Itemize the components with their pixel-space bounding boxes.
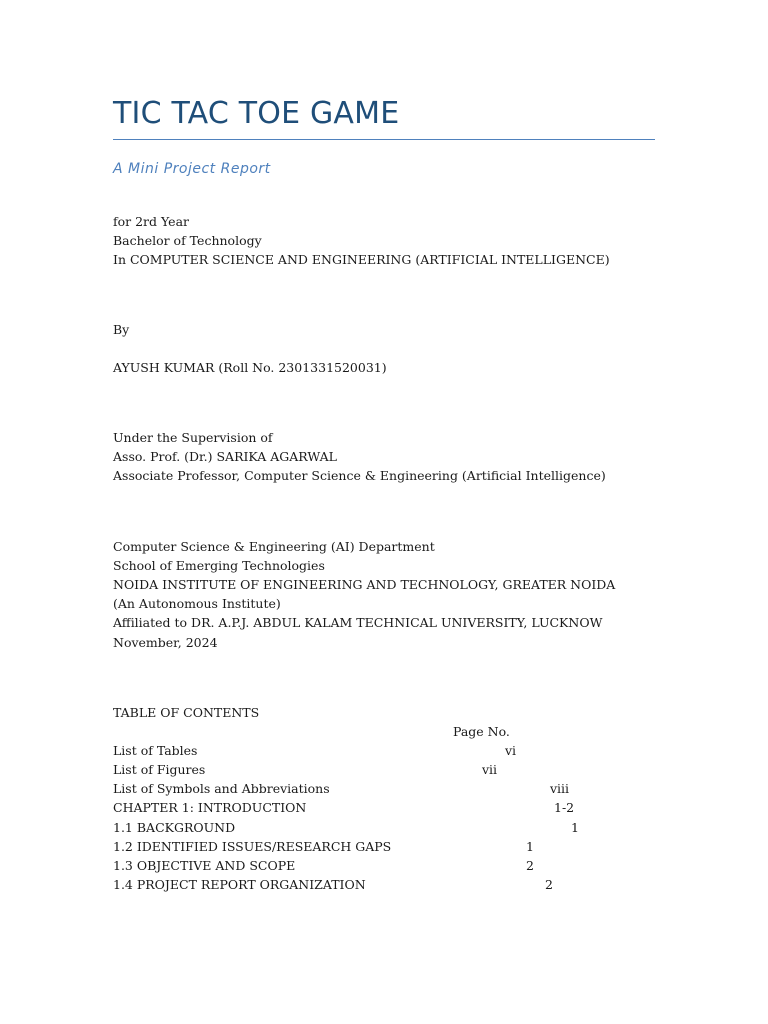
toc-entry-label: List of Tables <box>113 743 198 758</box>
toc-entry-page: 1 <box>571 820 579 835</box>
intro-year: for 2rd Year <box>113 214 189 229</box>
toc-entry-label: 1.3 OBJECTIVE AND SCOPE <box>113 858 296 873</box>
school-name: School of Emerging Technologies <box>113 558 325 573</box>
toc-entry-page: viii <box>550 781 570 796</box>
intro-branch: In COMPUTER SCIENCE AND ENGINEERING (ARTIFICIAL INTELLIGENCE) <box>113 252 610 267</box>
toc-entry-label: 1.2 IDENTIFIED ISSUES/RESEARCH GAPS <box>113 839 392 854</box>
title-underline <box>113 139 655 140</box>
document-subtitle: A Mini Project Report <box>113 161 271 177</box>
toc-heading: TABLE OF CONTENTS <box>113 705 260 720</box>
supervision-label: Under the Supervision of <box>113 430 273 445</box>
toc-entry-page: 1-2 <box>554 800 575 815</box>
toc-entry-label: List of Figures <box>113 762 206 777</box>
intro-degree: Bachelor of Technology <box>113 233 262 248</box>
toc-entry-page: 1 <box>526 839 534 854</box>
institute-status: (An Autonomous Institute) <box>113 596 281 611</box>
institute-name: NOIDA INSTITUTE OF ENGINEERING AND TECHNOLOGY, GREATER NOIDA <box>113 577 616 592</box>
toc-entry-label: 1.1 BACKGROUND <box>113 820 236 835</box>
toc-entry-label: 1.4 PROJECT REPORT ORGANIZATION <box>113 877 366 892</box>
report-date: November, 2024 <box>113 635 218 650</box>
toc-page-no-header: Page No. <box>453 724 510 739</box>
university-affiliation: Affiliated to DR. A.P.J. ABDUL KALAM TECHNICAL UNIVERSITY, LUCKNOW <box>113 615 603 630</box>
toc-entry-page: vi <box>505 743 517 758</box>
toc-entry-page: 2 <box>545 877 553 892</box>
supervisor-designation: Associate Professor, Computer Science & Engineering (Artificial Intelligence) <box>113 468 606 483</box>
supervisor-name: Asso. Prof. (Dr.) SARIKA AGARWAL <box>113 449 337 464</box>
toc-entry-page: 2 <box>526 858 534 873</box>
toc-entry-page: vii <box>482 762 498 777</box>
toc-entry-label: List of Symbols and Abbreviations <box>113 781 330 796</box>
document-title: TIC TAC TOE GAME <box>113 96 400 131</box>
by-label: By <box>113 322 130 337</box>
department-name: Computer Science & Engineering (AI) Department <box>113 539 435 554</box>
author-name: AYUSH KUMAR (Roll No. 2301331520031) <box>113 360 387 375</box>
toc-entry-label: CHAPTER 1: INTRODUCTION <box>113 800 307 815</box>
